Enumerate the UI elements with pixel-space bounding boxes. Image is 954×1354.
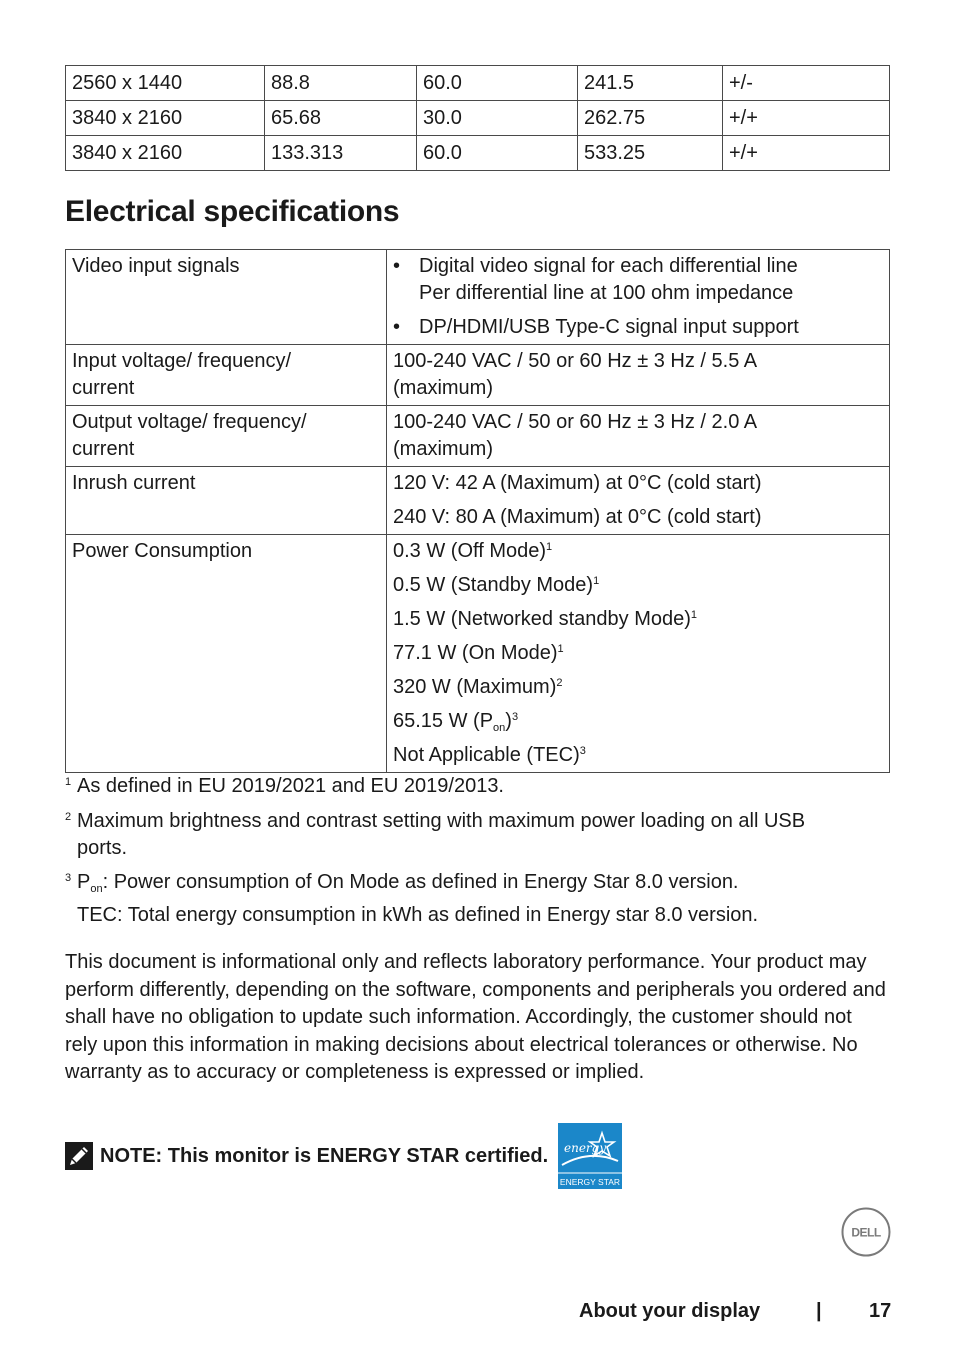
bullet-item: • DP/HDMI/USB Type-C signal input support <box>393 314 883 341</box>
energy-star-logo <box>558 1123 622 1189</box>
footnote-1: 1 As defined in EU 2019/2021 and EU 2019/2013. <box>65 775 504 797</box>
table-cell: 60.0 <box>417 136 578 171</box>
table-row <box>66 535 890 773</box>
table-cell: 3840 x 2160 <box>66 136 265 171</box>
spec-value: 100-240 VAC / 50 or 60 Hz ± 3 Hz / 2.0 A (maximum) <box>387 406 890 467</box>
spec-value: 0.3 W (Off Mode)$^1$ 0.5 W (Standby Mode)$^1$ 1.5 W (Networked standby Mode)$^1$ 77.1 W (On Mode)$^1$ 320 W (Maximum)$^2$ 65.15 W $(P_{on})^3$ Not Applicable (TEC)$^3$ <box>387 535 890 773</box>
footnote-3: 3 $P_{on}$: Power consumption of On Mode as defined in Energy Star 8.0 version. TEC: Total energy consumption in kWh as defined in Energy star 8.0 version. <box>65 871 759 926</box>
table-cell: 65.68 <box>265 101 417 136</box>
note-row <box>65 1122 622 1190</box>
bullet-item: • Digital video signal for each differential line Per differential line at 100 ohm impedance <box>393 255 798 304</box>
page-number: 17 <box>869 1300 892 1322</box>
spec-label: Inrush current <box>66 467 387 535</box>
dell-logo <box>841 1207 891 1257</box>
table-cell: 133.313 <box>265 136 417 171</box>
spec-value: 120 V: 42 A (Maximum) at 0°C (cold start) 240 V: 80 A (Maximum) at 0°C (cold start) <box>387 467 890 535</box>
electrical-spec-table <box>65 249 890 773</box>
table-cell: 3840 x 2160 <box>66 101 265 136</box>
energy-star-caption: ENERGY STAR <box>560 1177 621 1187</box>
table-cell: 2560 x 1440 <box>66 66 265 101</box>
table-row <box>66 345 890 406</box>
pencil-note-icon <box>65 1142 93 1170</box>
footer-section-title: About your display <box>579 1300 761 1322</box>
spec-label: Input voltage/ frequency/ current <box>66 345 387 406</box>
bullet-icon: • <box>393 316 401 338</box>
table-cell: 30.0 <box>417 101 578 136</box>
table-cell: 262.75 <box>578 101 723 136</box>
table-cell: 533.25 <box>578 136 723 171</box>
table-cell: +/+ <box>723 101 890 136</box>
table-row <box>66 406 890 467</box>
table-cell: +/+ <box>723 136 890 171</box>
section-heading: Electrical specifications <box>65 195 400 228</box>
table-row <box>66 101 890 136</box>
table-row <box>66 467 890 535</box>
table-row <box>66 250 890 345</box>
bullet-icon: • <box>393 255 401 277</box>
footer-separator: | <box>816 1300 822 1322</box>
note-text: NOTE: This monitor is ENERGY STAR certified. <box>100 1144 549 1167</box>
spec-value <box>387 250 890 345</box>
spec-value: 100-240 VAC / 50 or 60 Hz ± 3 Hz / 5.5 A (maximum) <box>387 345 890 406</box>
svg-text:DELL: DELL <box>851 1225 881 1240</box>
table-cell: +/- <box>723 66 890 101</box>
table-cell: 60.0 <box>417 66 578 101</box>
footnote-2: 2 Maximum brightness and contrast setting with maximum power loading on all USB ports. <box>65 810 806 859</box>
table-cell: 241.5 <box>578 66 723 101</box>
spec-label: Video input signals <box>66 250 387 345</box>
table-row <box>66 66 890 101</box>
spec-label: Output voltage/ frequency/ current <box>66 406 387 467</box>
disclaimer-paragraph: This document is informational only and reflects laboratory performance. Your product may perform differently, depending on the software, components and peripherals you ordered and shall have no obligation to update such information. Accordingly, the customer should not rely upon this information in making decisions about electrical tolerances or otherwise. No warranty as to accuracy or completeness is expressed or implied. <box>65 951 886 1083</box>
table-row <box>66 136 890 171</box>
table-cell: 88.8 <box>265 66 417 101</box>
timing-table <box>65 65 890 171</box>
spec-label: Power Consumption <box>66 535 387 773</box>
energy-script: energy <box>564 1141 607 1155</box>
timing-table-body <box>66 66 890 171</box>
